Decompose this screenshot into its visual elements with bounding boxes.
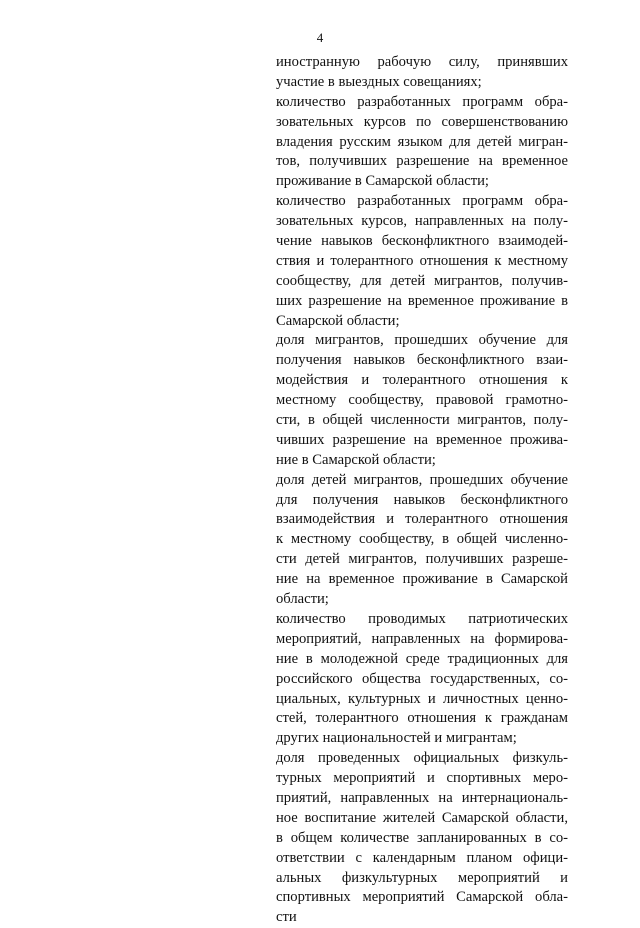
text-line: модействия и толерантного отношения к — [276, 372, 568, 389]
text-line: турных мероприятий и спортивных меро- — [276, 770, 568, 787]
text-line: альных физкультурных мероприятий и — [276, 869, 568, 886]
text-line: ное воспитание жителей Самарской области, — [276, 809, 568, 826]
text-line: ние в Самарской области; — [276, 451, 436, 468]
text-line: ствия и толерантного отношения к местному — [276, 252, 568, 269]
text-line: иностранную рабочую силу, принявших — [276, 54, 568, 70]
text-line: взаимодействия и толерантного отношения — [276, 511, 568, 528]
text-line: к местному сообществу, в общей численно- — [276, 531, 568, 548]
text-line: для получения навыков бесконфликтного — [276, 491, 568, 508]
text-line: владения русским языком для детей мигран- — [276, 133, 568, 150]
text-line: ответствии с календарным планом офици- — [276, 849, 568, 866]
text-line: ние в молодежной среде традиционных для — [276, 650, 568, 667]
text-line: зовательных курсов по совершенствованию — [276, 113, 568, 130]
text-line: участие в выездных совещаниях; — [276, 73, 482, 90]
page-number: 4 — [316, 30, 324, 45]
text-line: области; — [276, 591, 329, 608]
text-line: приятий, направленных на интернациональ- — [276, 789, 568, 806]
text-line: чение навыков бесконфликтного взаимодей- — [276, 233, 568, 250]
text-line: получения навыков бесконфликтного взаи- — [276, 352, 568, 369]
text-line: сообществу, для детей мигрантов, получив- — [276, 272, 568, 289]
text-line: тов, получивших разрешение на временное — [276, 153, 568, 170]
text-line: доля детей мигрантов, прошедших обучение — [276, 471, 568, 488]
text-line: спортивных мероприятий Самарской обла- — [276, 889, 568, 906]
text-line: российского общества государственных, со- — [276, 670, 568, 687]
text-line: мероприятий, направленных на формирова- — [276, 630, 568, 647]
text-line: чивших разрешение на временное прожива- — [276, 431, 568, 448]
text-line: ние на временное проживание в Самарской — [276, 571, 568, 588]
text-line: циальных, культурных и личностных ценно- — [276, 690, 568, 707]
text-line: местному сообществу, правовой грамотно- — [276, 392, 568, 409]
text-line: сти детей мигрантов, получивших разреше- — [276, 551, 568, 568]
text-line: количество разработанных программ обра- — [276, 93, 568, 110]
text-line: сти — [276, 909, 297, 926]
text-line: других национальностей и мигрантам; — [276, 730, 517, 747]
body-text — [276, 53, 568, 928]
text-line: проживание в Самарской области; — [276, 173, 489, 190]
text-line: в общем количестве запланированных в со- — [276, 829, 568, 846]
text-line: доля проведенных официальных физкуль- — [276, 750, 568, 767]
text-line: количество разработанных программ обра- — [276, 193, 568, 210]
text-line: доля мигрантов, прошедших обучение для — [276, 332, 568, 349]
text-line: количество проводимых патриотических — [276, 610, 568, 627]
text-line: зовательных курсов, направленных на полу- — [276, 213, 568, 230]
text-line: Самарской области; — [276, 312, 400, 329]
text-line: ших разрешение на временное проживание в — [276, 292, 568, 309]
text-line: стей, толерантного отношения к гражданам — [276, 710, 568, 727]
text-line: сти, в общей численности мигрантов, полу- — [276, 412, 568, 429]
